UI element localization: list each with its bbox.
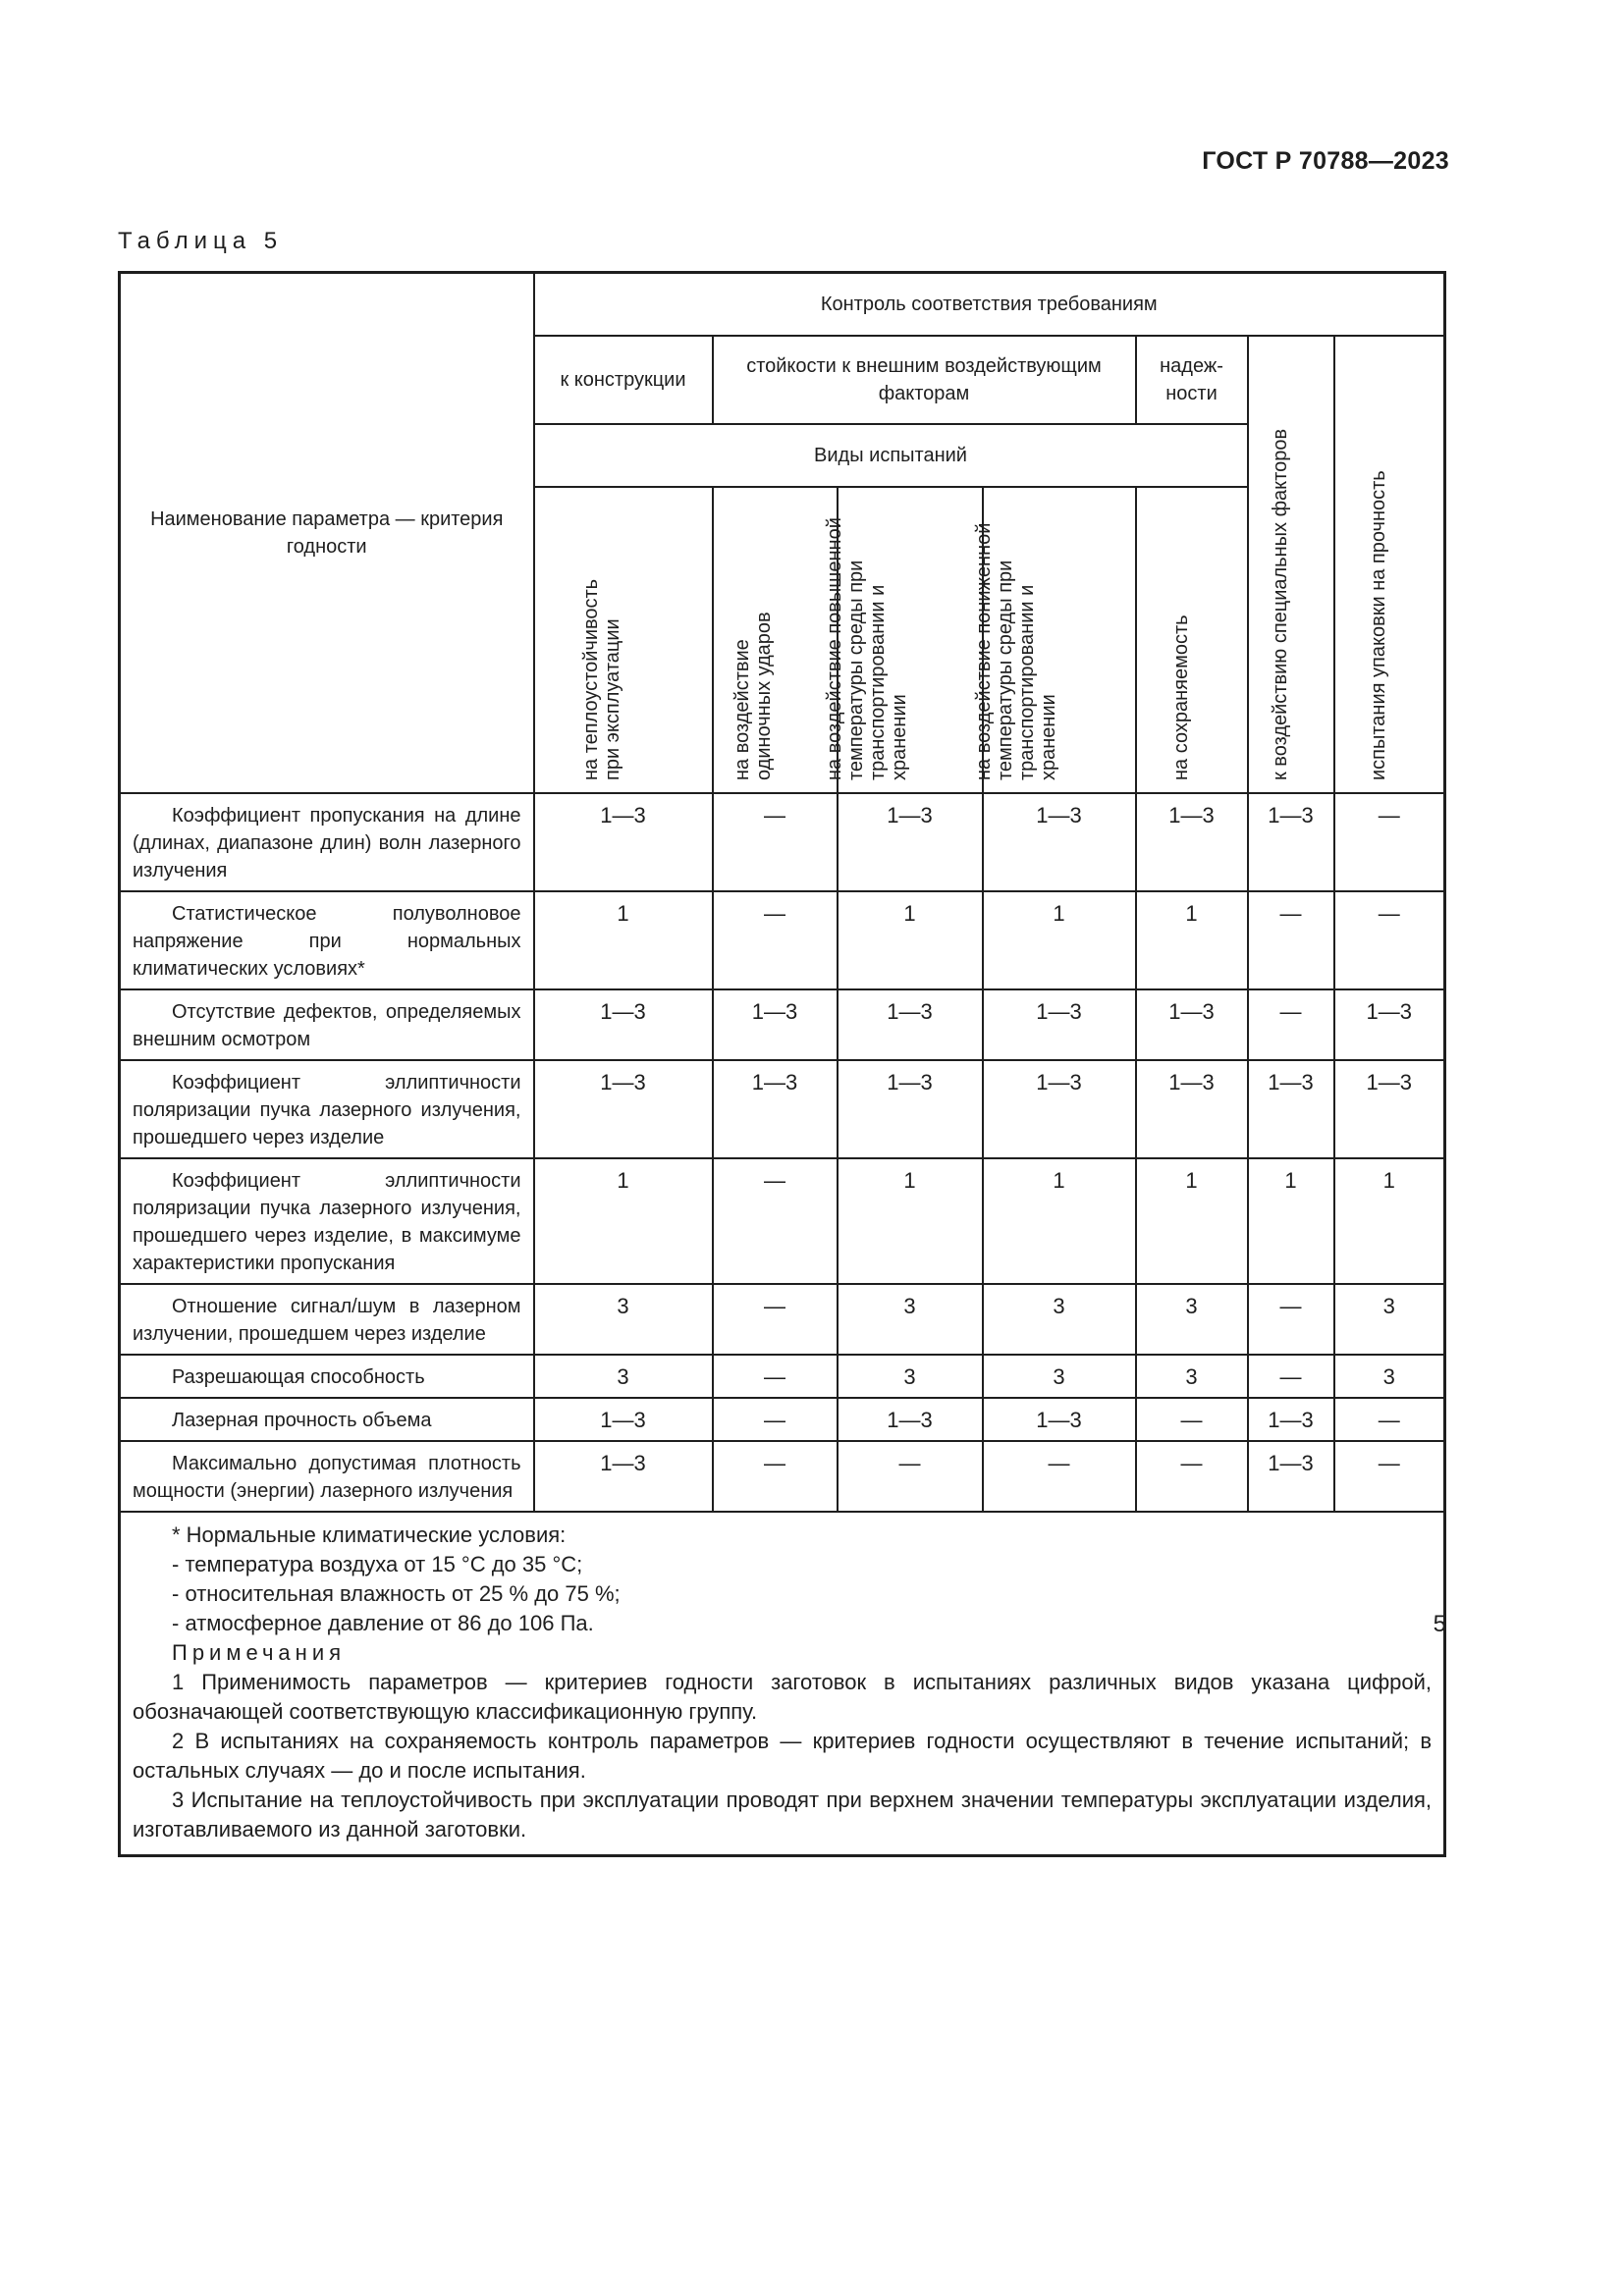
cell-value: — [1334,1441,1445,1512]
column-header-4: на воздействие пониженной температуры среды при транспортировании и хранении [983,487,1136,793]
cell-value: 1 [1136,891,1248,989]
cell-value: 1—3 [534,793,713,891]
cell-value: 3 [983,1284,1136,1355]
parameter-name: Лазерная прочность объема [120,1398,534,1441]
cell-value: 3 [1334,1284,1445,1355]
cell-value: — [713,1441,838,1512]
cell-value: — [1136,1398,1248,1441]
condition-3: - атмосферное давление от 86 до 106 Па. [172,1610,594,1635]
parameter-name: Коэффициент эллиптичности поляризации пучка лазерного излучения, прошедшего через изделие, в максимуме характеристики пропускания [120,1158,534,1284]
requirements-table [118,271,1446,1857]
table-notes [120,1512,1445,1856]
cell-value: 1—3 [534,989,713,1060]
cell-value: 1—3 [1248,1398,1334,1441]
cell-value: 1 [838,891,983,989]
cell-value: 1—3 [1136,793,1248,891]
cell-value: 3 [838,1284,983,1355]
cell-value: 1 [534,891,713,989]
cell-value: 1 [1248,1158,1334,1284]
cell-value: 1—3 [713,1060,838,1158]
parameter-name: Разрешающая способность [120,1355,534,1398]
cell-value: — [1248,891,1334,989]
cell-value: 3 [1334,1355,1445,1398]
cell-value: — [1334,891,1445,989]
table-row [120,1398,1445,1441]
cell-value: — [1248,1284,1334,1355]
note-1: 1 Применимость параметров — критериев годности заготовок в испытаниях различных видов указана цифрой, обозначающей соответствующую классификационную группу. [133,1669,1433,1724]
cell-value: — [1334,793,1445,891]
top-header: Контроль соответствия требованиям [534,273,1445,336]
cell-value: — [983,1441,1136,1512]
cell-value: 1—3 [534,1441,713,1512]
cell-value: 1—3 [534,1060,713,1158]
cell-value: 1 [838,1158,983,1284]
column-header-6: к воздействию специальных факторов [1248,336,1334,793]
cell-value: 1 [1136,1158,1248,1284]
table-row [120,793,1445,891]
page-number: 5 [1433,1611,1446,1637]
cell-value: — [713,793,838,891]
cell-value: 1—3 [838,989,983,1060]
cell-value: — [713,1284,838,1355]
cell-value: — [1334,1398,1445,1441]
cell-value: 3 [1136,1284,1248,1355]
document-code: ГОСТ Р 70788—2023 [1202,147,1449,175]
table-row [120,1355,1445,1398]
cell-value: 1—3 [1136,1060,1248,1158]
test-types-header: Виды испытаний [534,424,1248,487]
table-row [120,1441,1445,1512]
cell-value: 1—3 [713,989,838,1060]
cell-value: 1—3 [1136,989,1248,1060]
note-3: 3 Испытание на теплоустойчивость при эксплуатации проводят при верхнем значении температуры эксплуатации изделия, изготавливаемого из данной заготовки. [133,1787,1433,1842]
cell-value: 1—3 [1248,793,1334,891]
cell-value: 1 [534,1158,713,1284]
column-header-1: на теплоустойчивость при эксплуатации [534,487,713,793]
cell-value: 1—3 [838,1060,983,1158]
cell-value: — [713,1158,838,1284]
parameter-name: Статистическое полуволновое напряжение при нормальных климатических условиях* [120,891,534,989]
cell-value: — [838,1441,983,1512]
parameter-name: Коэффициент эллиптичности поляризации пучка лазерного излучения, прошедшего через изделие [120,1060,534,1158]
note-2: 2 В испытаниях на сохраняемость контроль параметров — критериев годности осуществляют в течение испытаний; в остальных случаях — до и после испытания. [133,1728,1433,1783]
cell-value: 1 [1334,1158,1445,1284]
column-header-7: испытания упаковки на прочность [1334,336,1445,793]
cell-value: 3 [983,1355,1136,1398]
cell-value: 1 [983,891,1136,989]
cell-value: 1—3 [1334,989,1445,1060]
parameter-name: Коэффициент пропускания на длине (длинах, диапазоне длин) волн лазерного излучения [120,793,534,891]
table-row [120,1284,1445,1355]
table-row [120,1158,1445,1284]
parameter-name: Максимально допустимая плотность мощности (энергии) лазерного излучения [120,1441,534,1512]
table-caption: Таблица 5 [118,228,284,254]
cell-value: 3 [1136,1355,1248,1398]
group-reliability: надеж-ности [1136,336,1248,424]
cell-value: — [713,1355,838,1398]
table-row [120,1060,1445,1158]
cell-value: — [1136,1441,1248,1512]
cell-value: 1—3 [983,989,1136,1060]
cell-value: 1—3 [983,793,1136,891]
cell-value: 1—3 [983,1060,1136,1158]
cell-value: 3 [534,1355,713,1398]
cell-value: — [1248,1355,1334,1398]
parameter-name: Отношение сигнал/шум в лазерном излучении, прошедшем через изделие [120,1284,534,1355]
column-header-2: на воздействие одиночных ударов [713,487,838,793]
cell-value: 1—3 [1248,1060,1334,1158]
cell-value: 1—3 [534,1398,713,1441]
cell-value: — [713,1398,838,1441]
table-row [120,989,1445,1060]
condition-2: - относительная влажность от 25 % до 75 %; [172,1580,621,1606]
parameter-name: Отсутствие дефектов, определяемых внешним осмотром [120,989,534,1060]
cell-value: 1—3 [1334,1060,1445,1158]
cell-value: — [1248,989,1334,1060]
group-construction: к конструкции [534,336,713,424]
cell-value: 3 [838,1355,983,1398]
group-resistance: стойкости к внешним воздействующим факторам [713,336,1136,424]
param-header: Наименование параметра — критерия годности [120,273,534,793]
cell-value: 1—3 [1248,1441,1334,1512]
notes-title: Примечания [172,1639,347,1665]
cell-value: 1—3 [838,793,983,891]
cell-value: 1—3 [838,1398,983,1441]
cell-value: 1—3 [983,1398,1136,1441]
footnote: * Нормальные климатические условия: [172,1522,567,1547]
cell-value: 3 [534,1284,713,1355]
cell-value: 1 [983,1158,1136,1284]
condition-1: - температура воздуха от 15 °С до 35 °С; [172,1551,583,1576]
table-row [120,891,1445,989]
cell-value: — [713,891,838,989]
column-header-3: на воздействие повышенной температуры среды при транспортировании и хранении [838,487,983,793]
column-header-5: на сохраняемость [1136,487,1248,793]
